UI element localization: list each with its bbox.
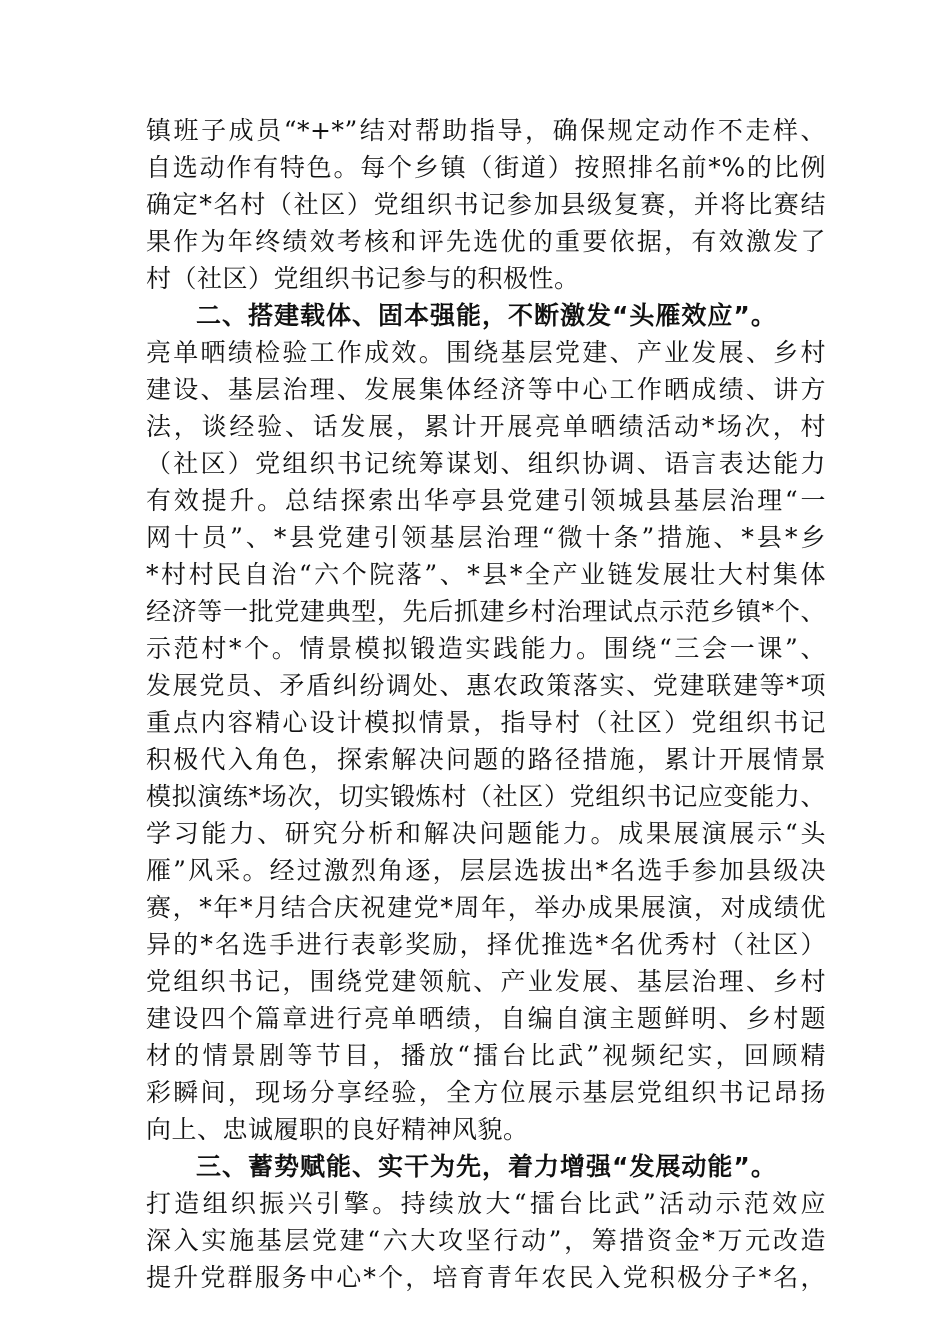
- text-line: 向上、忠诚履职的良好精神风貌。: [146, 1115, 529, 1144]
- text-line: 材的情景剧等节目，播放“擂台比武”视频纪实，回顾精: [146, 1041, 826, 1070]
- text-line: 自选动作有特色。每个乡镇（街道）按照排名前*%的比例: [146, 153, 826, 182]
- text-line: 提升党群服务中心*个，培育青年农民入党积极分子*名，: [146, 1263, 826, 1292]
- text-line: 模拟演练*场次，切实锻炼村（社区）党组织书记应变能力、: [146, 782, 826, 811]
- text-line: 果作为年终绩效考核和评先选优的重要依据，有效激发了: [146, 227, 826, 256]
- text-line: 村（社区）党组织书记参与的积极性。: [146, 264, 580, 293]
- text-line: 彩瞬间，现场分享经验，全方位展示基层党组织书记昂扬: [146, 1078, 826, 1107]
- text-line: 深入实施基层党建“六大攻坚行动”，筹措资金*万元改造: [146, 1226, 826, 1255]
- text-line: 法，谈经验、话发展，累计开展亮单晒绩活动*场次，村: [146, 412, 826, 441]
- text-line: 重点内容精心设计模拟情景，指导村（社区）党组织书记: [146, 708, 826, 737]
- section-heading-3: 三、蓄势赋能、实干为先，着力增强“发展动能”。: [196, 1152, 777, 1181]
- text-line: 有效提升。总结探索出华亭县党建引领城县基层治理“一: [146, 486, 826, 515]
- text-line: 学习能力、研究分析和解决问题能力。成果展演展示“头: [146, 819, 826, 848]
- text-line: 打造组织振兴引擎。持续放大“擂台比武”活动示范效应: [146, 1189, 826, 1218]
- text-line: 建设、基层治理、发展集体经济等中心工作晒成绩、讲方: [146, 375, 826, 404]
- text-line: 赛，*年*月结合庆祝建党*周年，举办成果展演，对成绩优: [146, 893, 826, 922]
- text-line: 网十员”、*县党建引领基层治理“微十条”措施、*县*乡: [146, 523, 826, 552]
- text-line: （社区）党组织书记统筹谋划、组织协调、语言表达能力: [146, 449, 826, 478]
- text-line: 积极代入角色，探索解决问题的路径措施，累计开展情景: [146, 745, 826, 774]
- text-line: 确定*名村（社区）党组织书记参加县级复赛，并将比赛结: [146, 190, 826, 219]
- text-line: 亮单晒绩检验工作成效。围绕基层党建、产业发展、乡村: [146, 338, 826, 367]
- text-line: 雁”风采。经过激烈角逐，层层选拔出*名选手参加县级决: [146, 856, 826, 885]
- text-line: 异的*名选手进行表彰奖励，择优推选*名优秀村（社区）: [146, 930, 826, 959]
- text-line: 发展党员、矛盾纠纷调处、惠农政策落实、党建联建等*项: [146, 671, 826, 700]
- text-line: 示范村*个。情景模拟锻造实践能力。围绕“三会一课”、: [146, 634, 826, 663]
- text-line: 镇班子成员“*+*”结对帮助指导，确保规定动作不走样、: [146, 116, 826, 145]
- text-line: 建设四个篇章进行亮单晒绩，自编自演主题鲜明、乡村题: [146, 1004, 826, 1033]
- body-text: [146, 112, 826, 1296]
- section-heading-2: 二、搭建载体、固本强能，不断激发“头雁效应”。: [196, 301, 777, 330]
- text-line: *村村民自治“六个院落”、*县*全产业链发展壮大村集体: [146, 560, 826, 589]
- text-line: 经济等一批党建典型，先后抓建乡村治理试点示范乡镇*个、: [146, 597, 826, 626]
- text-line: 党组织书记，围绕党建领航、产业发展、基层治理、乡村: [146, 967, 826, 996]
